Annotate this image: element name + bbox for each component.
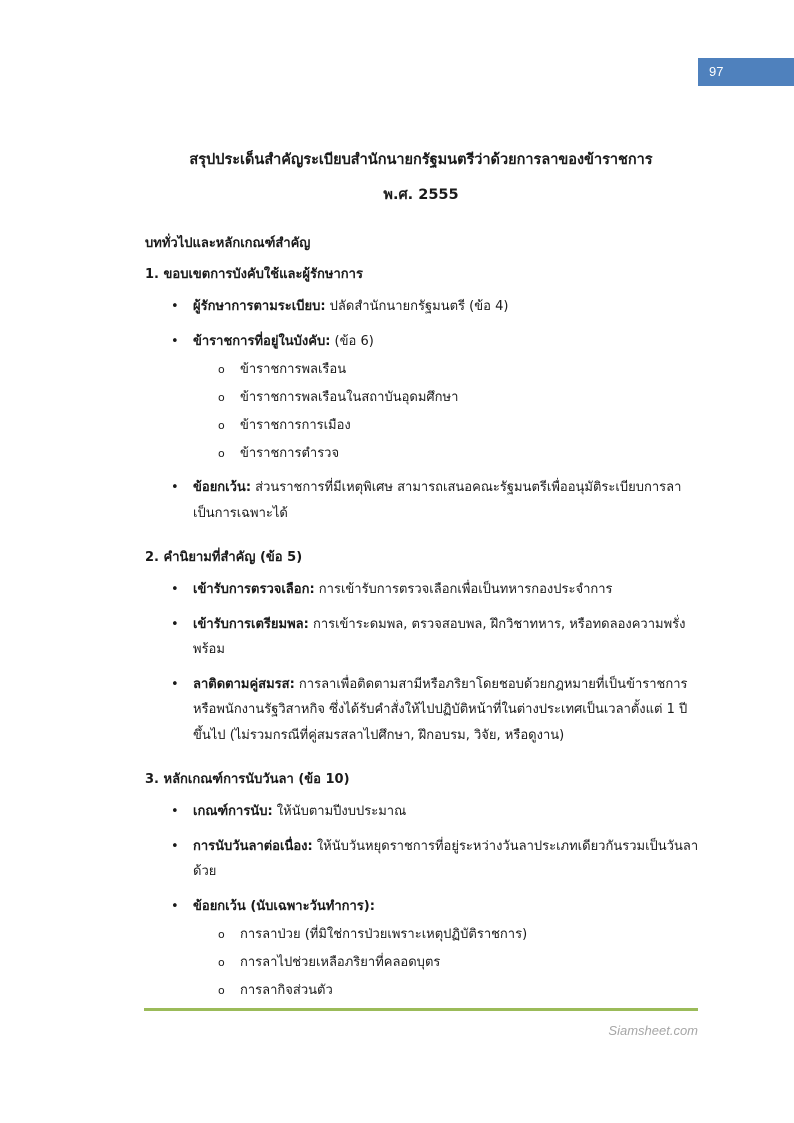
item-text: การลาเพื่อติดตามสามีหรือภริยาโดยชอบด้วยกฎหมายที่เป็นข้าราชการหรือพนักงานรัฐวิสาหกิจ ซึ่งได้รับคำสั่งให้ไปปฏิบัติหน้าที่ในต่างประเทศเป็นเวลาตั้งแต่ 1 ปีขึ้นไป (ไม่รวมกรณีที่คู่สมรสลาไปศึกษา, ฝึกอบรม, วิจัย, หรือดูงาน) bbox=[193, 676, 688, 743]
sub-list-item bbox=[145, 950, 700, 975]
bullet-icon: • bbox=[171, 898, 179, 914]
bullet-icon: • bbox=[171, 299, 179, 314]
footer-divider bbox=[144, 1008, 698, 1011]
circle-bullet-icon: o bbox=[218, 984, 225, 997]
page-number: 97 bbox=[709, 64, 724, 79]
circle-bullet-icon: o bbox=[218, 447, 225, 460]
intro-heading: บททั่วไปและหลักเกณฑ์สำคัญ bbox=[145, 236, 311, 251]
sub-item-text: ข้าราชการการเมือง bbox=[240, 418, 351, 433]
sub-list-item bbox=[145, 922, 700, 947]
bullet-icon: • bbox=[171, 333, 179, 349]
document-title-year: พ.ศ. 2555 bbox=[383, 187, 459, 203]
item-label: ข้อยกเว้น: bbox=[193, 480, 252, 495]
sub-list-item bbox=[145, 385, 700, 410]
item-label: ลาติดตามคู่สมรส: bbox=[193, 676, 295, 692]
section-heading-3: 3. หลักเกณฑ์การนับวันลา (ข้อ 10) bbox=[145, 772, 350, 787]
bullet-icon: • bbox=[171, 480, 179, 495]
sub-item-text: การลากิจส่วนตัว bbox=[240, 983, 333, 998]
sub-item-text: การลาไปช่วยเหลือภริยาที่คลอดบุตร bbox=[240, 955, 441, 970]
circle-bullet-icon: o bbox=[218, 363, 225, 376]
list-item bbox=[145, 475, 700, 526]
page-number-badge bbox=[698, 58, 794, 86]
circle-bullet-icon: o bbox=[218, 391, 225, 404]
list-item bbox=[145, 329, 700, 355]
sub-list-item bbox=[145, 413, 700, 438]
item-text: ให้นับวันหยุดราชการที่อยู่ระหว่างวันลาประเภทเดียวกันรวมเป็นวันลาด้วย bbox=[193, 838, 699, 879]
section-heading-1: 1. ขอบเขตการบังคับใช้และผู้รักษาการ bbox=[145, 267, 363, 282]
item-text: การเข้ารับการตรวจเลือกเพื่อเป็นทหารกองประจำการ bbox=[314, 582, 613, 597]
circle-bullet-icon: o bbox=[218, 419, 225, 432]
item-text: ให้นับตามปีงบประมาณ bbox=[272, 804, 407, 819]
list-item bbox=[145, 577, 700, 603]
sub-item-text: ข้าราชการตำรวจ bbox=[240, 446, 340, 461]
circle-bullet-icon: o bbox=[218, 956, 225, 969]
list-item bbox=[145, 294, 700, 320]
bullet-icon: • bbox=[171, 838, 179, 854]
list-item bbox=[145, 894, 700, 920]
item-label: เข้ารับการเตรียมพล: bbox=[193, 616, 309, 632]
bullet-icon: • bbox=[171, 676, 179, 692]
item-label: ข้อยกเว้น (นับเฉพาะวันทำการ): bbox=[193, 898, 375, 914]
sub-list-item bbox=[145, 441, 700, 466]
sub-item-text: ข้าราชการพลเรือน bbox=[240, 362, 347, 377]
item-label: การนับวันลาต่อเนื่อง: bbox=[193, 838, 313, 854]
item-text: ปลัดสำนักนายกรัฐมนตรี (ข้อ 4) bbox=[325, 299, 509, 314]
item-label: ข้าราชการที่อยู่ในบังคับ: bbox=[193, 333, 331, 349]
document-body bbox=[145, 234, 700, 1003]
list-item bbox=[145, 672, 700, 749]
footer-site-name: Siamsheet.com bbox=[608, 1023, 698, 1038]
item-text: ส่วนราชการที่มีเหตุพิเศษ สามารถเสนอคณะรัฐมนตรีเพื่ออนุมัติระเบียบการลาเป็นการเฉพาะได้ bbox=[193, 480, 682, 521]
sub-item-text: การลาป่วย (ที่มิใช่การป่วยเพราะเหตุปฏิบัติราชการ) bbox=[240, 927, 528, 942]
list-item bbox=[145, 612, 700, 663]
item-text: (ข้อ 6) bbox=[330, 333, 374, 349]
sub-list-item bbox=[145, 978, 700, 1003]
item-text: การเข้าระดมพล, ตรวจสอบพล, ฝึกวิชาทหาร, หรือทดลองความพรั่งพร้อม bbox=[193, 616, 686, 657]
list-item bbox=[145, 834, 700, 885]
sub-list-item bbox=[145, 357, 700, 382]
bullet-icon: • bbox=[171, 804, 179, 819]
document-title: สรุปประเด็นสำคัญระเบียบสำนักนายกรัฐมนตรีว่าด้วยการลาของข้าราชการ bbox=[189, 152, 653, 168]
item-label: เข้ารับการตรวจเลือก: bbox=[193, 582, 315, 597]
bullet-icon: • bbox=[171, 582, 179, 597]
section-heading-2: 2. คำนิยามที่สำคัญ (ข้อ 5) bbox=[145, 550, 303, 565]
circle-bullet-icon: o bbox=[218, 928, 225, 941]
item-label: ผู้รักษาการตามระเบียบ: bbox=[193, 299, 326, 314]
list-item bbox=[145, 799, 700, 825]
sub-item-text: ข้าราชการพลเรือนในสถาบันอุดมศึกษา bbox=[240, 390, 459, 405]
bullet-icon: • bbox=[171, 616, 179, 632]
item-label: เกณฑ์การนับ: bbox=[193, 804, 273, 819]
